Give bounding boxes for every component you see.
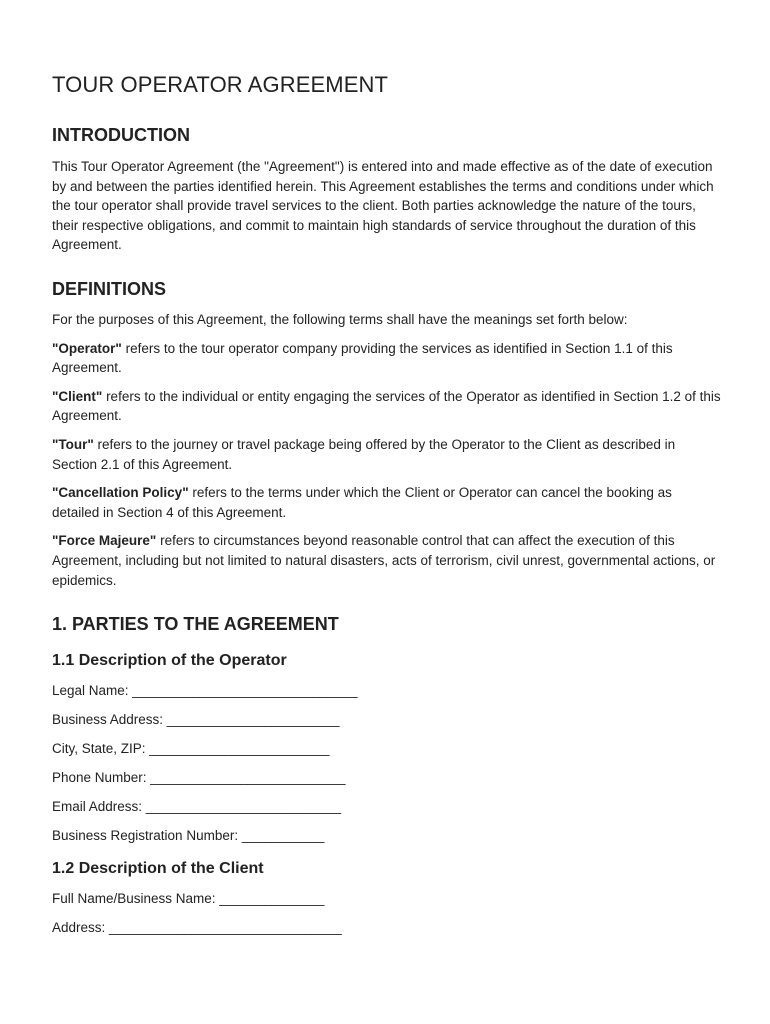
- definition-text: refers to the terms under which the Client or Operator can cancel the booking as detailed in Section 4 of this Agreement.: [52, 485, 672, 520]
- definition-term: "Force Majeure": [52, 533, 157, 549]
- definition-cancellation-policy: [52, 483, 722, 522]
- definition-term: "Tour": [52, 436, 94, 452]
- operator-city-state-zip-field: City, State, ZIP: ________________________: [52, 741, 330, 757]
- definition-term: "Operator": [52, 340, 122, 356]
- definition-force-majeure: [52, 531, 722, 590]
- introduction-paragraph: This Tour Operator Agreement (the "Agreement") is entered into and made effective as of the date of execution by and between the parties identified herein. This Agreement establishes the terms and conditions under which the tour operator shall provide travel services to the client. Both parties acknowledge the nature of the tours, their respective obligations, and commit to maintain high standards of service throughout the duration of this Agreement.: [52, 159, 714, 253]
- document-page: [52, 70, 722, 937]
- definitions-lead: For the purposes of this Agreement, the following terms shall have the meanings set forth below:: [52, 311, 628, 327]
- definition-term: "Client": [52, 388, 103, 404]
- client-description-heading: 1.2 Description of the Client: [52, 860, 264, 878]
- introduction-heading: INTRODUCTION: [52, 125, 190, 145]
- definition-text: refers to the tour operator company providing the services as identified in Section 1.1 of this Agreement.: [52, 340, 673, 376]
- operator-legal-name-field: Legal Name: ______________________________: [52, 683, 358, 699]
- client-address-field: Address: _______________________________: [52, 920, 342, 936]
- definition-client: [52, 387, 722, 426]
- operator-phone-field: Phone Number: __________________________: [52, 770, 346, 786]
- definition-text: refers to the journey or travel package being offered by the Operator to the Client as described in Section 2.1 of this Agreement.: [52, 436, 676, 472]
- definition-term: "Cancellation Policy": [52, 485, 189, 501]
- operator-registration-number-field: Business Registration Number: ___________: [52, 828, 325, 844]
- definition-operator: [52, 339, 722, 378]
- client-name-field: Full Name/Business Name: ______________: [52, 891, 325, 907]
- definition-tour: [52, 435, 722, 474]
- operator-email-field: Email Address: __________________________: [52, 799, 341, 815]
- operator-description-heading: 1.1 Description of the Operator: [52, 652, 287, 670]
- document-title: TOUR OPERATOR AGREEMENT: [52, 72, 389, 97]
- section-1-heading: 1. PARTIES TO THE AGREEMENT: [52, 614, 339, 635]
- operator-business-address-field: Business Address: _______________________: [52, 712, 340, 728]
- definition-text: refers to circumstances beyond reasonable control that can affect the execution of this Agreement, including but not limited to natural disasters, acts of terrorism, civil unrest, governmental actions, or epidemics.: [52, 533, 716, 588]
- definitions-heading: DEFINITIONS: [52, 278, 167, 299]
- definition-text: refers to the individual or entity engaging the services of the Operator as identified in Section 1.2 of this Agreement.: [52, 388, 721, 424]
